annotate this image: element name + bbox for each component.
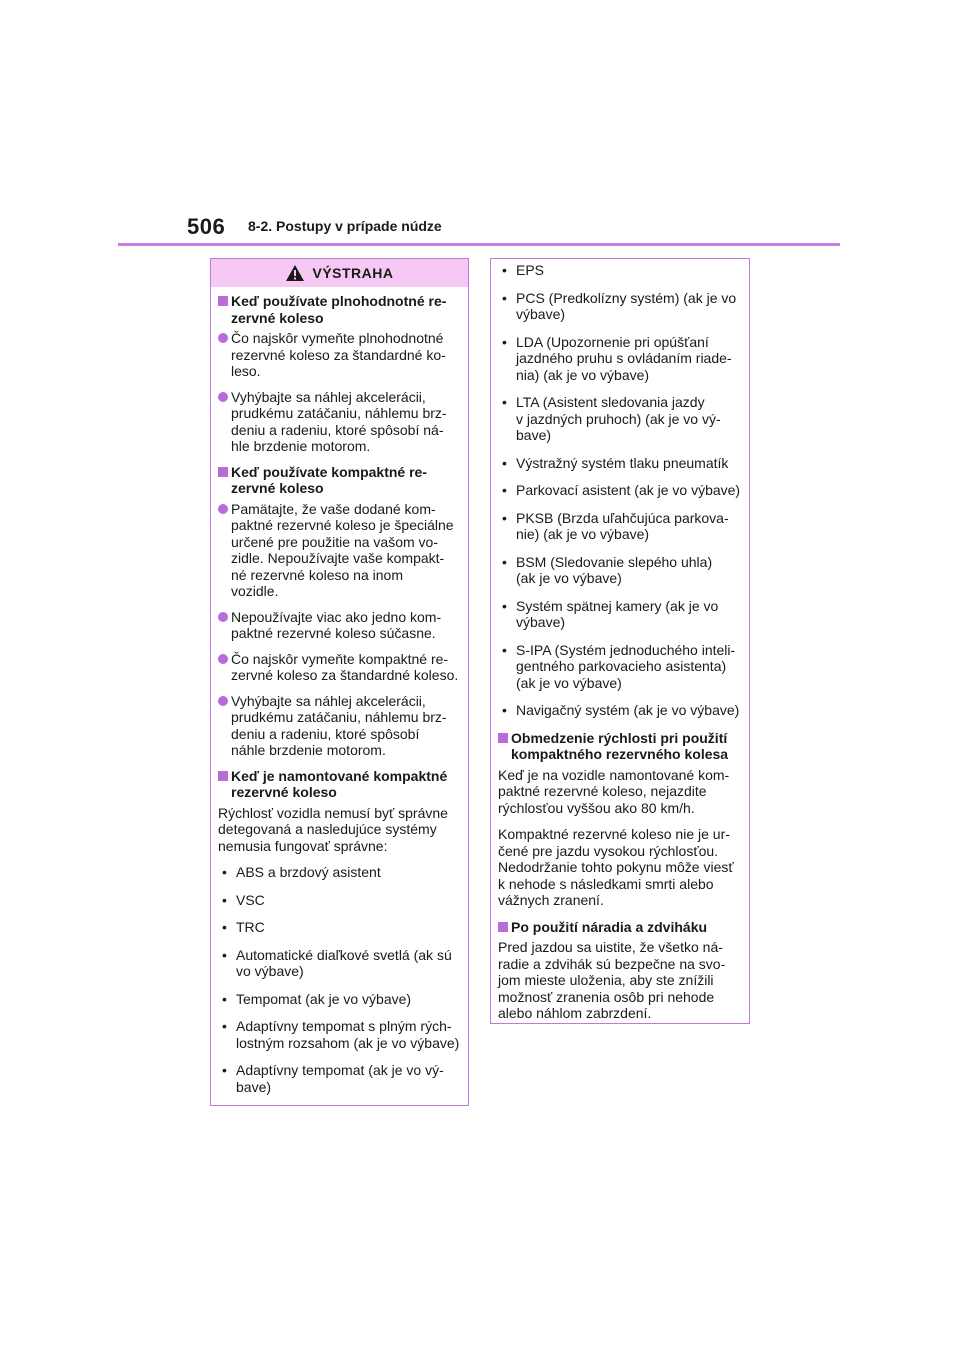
heading-speed-limit: Obmedzenie rýchlosti pri použití kompaktného rezervného kolesa — [498, 730, 741, 763]
warning-content-right — [491, 259, 749, 1022]
square-bullet-icon — [218, 296, 228, 306]
list-item: • Systém spätnej kamery (ak je vo výbave) — [502, 597, 719, 630]
list-item: • Výstražný systém tlaku pneumatík — [502, 454, 729, 471]
list-item: • ABS a brzdový asistent — [222, 864, 381, 880]
paragraph: Pred jazdou sa uistite, že všetko ná- radie a zdvihák sú bezpečne na svo- jom mieste uloženia, aby ste znížili možnosť zranenia osôb pri nehode alebo náhlom zabrzdení. — [498, 939, 726, 1021]
paragraph: Rýchlosť vozidla nemusí byť správne detegovaná a nasledujúce systémy nemusia fungovať správne: — [218, 804, 448, 854]
paragraph: Kompaktné rezervné koleso nie je ur- čené pre jazdu vysokou rýchlosťou. Nedodržanie tohto pokynu môže viesť k nehode s následkami smrti alebo vážnych zranení. — [498, 826, 734, 908]
list-item: • Adaptívny tempomat (ak je vo vý- bave) — [222, 1062, 444, 1095]
square-bullet-icon — [218, 467, 228, 477]
list-item: • Adaptívny tempomat s plným rých- lostným rozsahom (ak je vo výbave) — [222, 1018, 460, 1051]
list-item: • LTA (Asistent sledovania jazdy v jazdných pruhoch) (ak je vo vý- bave) — [502, 394, 721, 443]
list-item: • Parkovací asistent (ak je vo výbave) — [502, 482, 741, 498]
warning-header — [211, 259, 468, 287]
square-bullet-icon — [218, 771, 228, 781]
list-item: • PKSB (Brzda uľahčujúca parkova- nie) (ak je vo výbave) — [502, 509, 729, 542]
square-bullet-icon — [498, 922, 508, 932]
list-item: • EPS — [502, 262, 545, 278]
list-item: Vyhýbajte sa náhlej akcelerácii, prudkému zatáčaniu, náhlemu brz- deniu a radeniu, ktoré spôsobí náhle brzdenie motorom. — [218, 693, 460, 759]
circle-bullet-icon — [218, 392, 228, 402]
list-item: Pamätajte, že vaše dodané kom- paktné rezervné koleso je špeciálne určené pre použitie na vašom vo- zidle. Nepoužívajte vaše kompakt- né rezervné koleso na inom vozidle. — [218, 501, 460, 600]
list-item: • BSM (Sledovanie slepého uhla) (ak je vo výbave) — [502, 553, 713, 586]
heading-full-spare: Keď používate plnohodnotné re- zervné koleso — [218, 293, 460, 326]
list-item: • PCS (Predkolízny systém) (ak je vo výbave) — [502, 289, 737, 322]
square-bullet-icon — [498, 733, 508, 743]
list-item: Nepoužívajte viac ako jedno kom- paktné rezervné koleso súčasne. — [218, 609, 460, 642]
heading-compact-spare: Keď používate kompaktné re- zervné koleso — [218, 464, 460, 497]
circle-bullet-icon — [218, 654, 228, 664]
circle-bullet-icon — [218, 504, 228, 514]
warning-content-left — [211, 287, 468, 1095]
header-rule — [118, 243, 840, 246]
warning-box-left — [210, 258, 469, 1106]
section-title: 8-2. Postupy v prípade núdze — [248, 218, 442, 234]
list-item: Čo najskôr vymeňte kompaktné re- zervné koleso za štandardné koleso. — [218, 651, 460, 684]
circle-bullet-icon — [218, 333, 228, 343]
list-item: Čo najskôr vymeňte plnohodnotné rezervné koleso za štandardné ko- leso. — [218, 330, 460, 380]
list-item: • TRC — [222, 919, 265, 935]
list-item: • Tempomat (ak je vo výbave) — [222, 990, 412, 1007]
list-item: • Navigačný systém (ak je vo výbave) — [502, 702, 740, 718]
list-item: • LDA (Upozornenie pri opúšťaní jazdného pruhu s ovládaním riade- nia) (ak je vo výbave) — [502, 333, 732, 383]
circle-bullet-icon — [218, 612, 228, 622]
paragraph: Keď je na vozidle namontované kom- paktné rezervné koleso, nejazdite rýchlosťou vyššou ako 80 km/h. — [498, 766, 730, 816]
list-item: Vyhýbajte sa náhlej akcelerácii, prudkému zatáčaniu, náhlemu brz- deniu a radeniu, ktoré spôsobí ná- hle brzdenie motorom. — [218, 389, 460, 455]
list-item: • Automatické diaľkové svetlá (ak sú vo výbave) — [222, 946, 452, 979]
circle-bullet-icon — [218, 696, 228, 706]
page-number: 506 — [187, 214, 226, 239]
page-header — [0, 0, 960, 260]
heading-compact-mounted: Keď je namontované kompaktné rezervné koleso — [218, 768, 460, 801]
list-item: • VSC — [222, 891, 265, 908]
warning-title: VÝSTRAHA — [312, 264, 394, 281]
list-item: • S-IPA (Systém jednoduchého inteli- gentného parkovacieho asistenta) (ak je vo výbave) — [502, 641, 736, 691]
heading-after-tools: Po použití náradia a zdviháku — [498, 919, 741, 936]
warning-box-right — [490, 258, 750, 1024]
warning-triangle-icon — [285, 264, 305, 282]
